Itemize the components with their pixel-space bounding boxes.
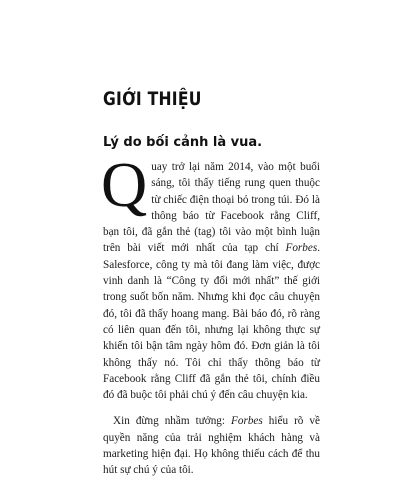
paragraph-1	[101, 149, 320, 403]
drop-cap: Q	[101, 149, 148, 220]
paragraph-2	[103, 413, 320, 478]
paragraph-2-text-a: Xin đừng nhầm tưởng:	[113, 415, 232, 428]
chapter-title: GIỚI THIỆU	[103, 88, 202, 110]
paragraph-2-italic: Forbes	[231, 415, 263, 428]
section-subtitle: Lý do bối cảnh là vua.	[103, 135, 263, 150]
paragraph-1-italic: Forbes	[285, 242, 318, 255]
paragraph-2-text-b: hiểu rõ về quyền năng của trải nghiệm khách hàng và marketing hiện đại. Họ không thiếu cách để thu hút sự chú ý của tôi.	[103, 415, 320, 477]
body-text	[101, 149, 320, 479]
paragraph-1-text-a: uay trở lại năm 2014, vào một buổi sáng, tôi thấy tiếng rung quen thuộc từ chiếc điện thoại bỏ trong túi. Đó là thông báo từ Facebook rằng Cliff, bạn tôi, đã gắn thẻ (tag) tôi vào một bình luận trên bài viết mới nhất của tạp chí	[103, 161, 320, 255]
paragraph-1-text-b: . Salesforce, công ty mà tôi đang làm việc, được vinh danh là “Công ty đổi mới nhất” thế giới trong suốt bốn năm. Nhưng khi đọc câu chuyện đó, tôi đã thấy hoang mang. Bài báo đó, rõ ràng có liên quan đến tôi, nhưng lại không thực sự khiến tôi bận tâm ngày hôm đó. Đơn giản là tôi không thấy nó. Tôi chỉ thấy thông báo từ Facebook rằng Cliff đã gắn thẻ tôi, chính điều đó đã buộc tôi phải chú ý đến câu chuyện kia.	[103, 242, 320, 402]
